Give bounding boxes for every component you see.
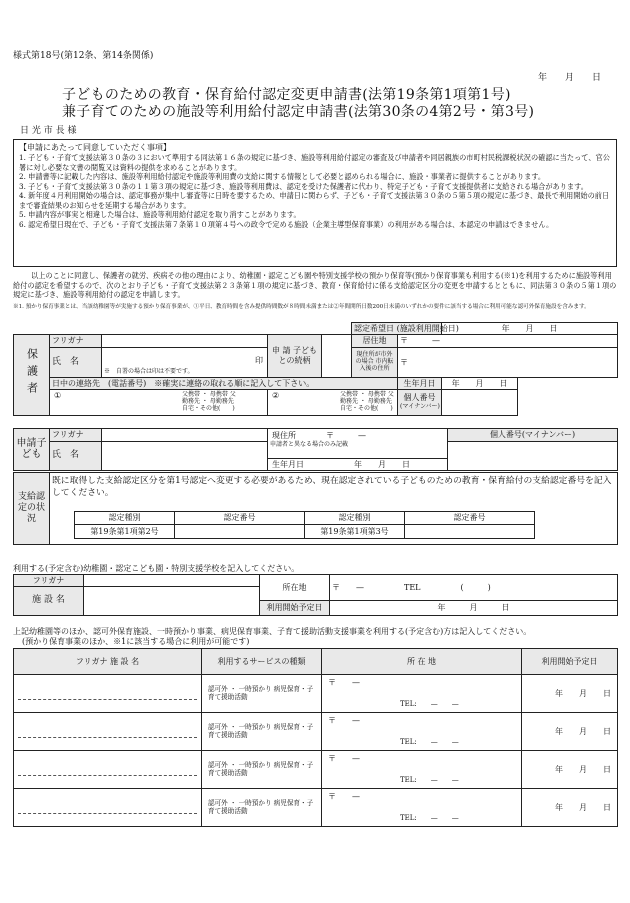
other-header-start: 利用開始予定日: [522, 649, 618, 675]
other-start-field[interactable]: 年 月 日: [522, 751, 618, 789]
child-name-label: 氏 名: [50, 442, 102, 471]
other-facility-field[interactable]: [14, 751, 202, 789]
contact-2-options[interactable]: 父携帯 ・ 母携帯 父勤務先 ・ 母勤務先 自宅・その他( ): [340, 391, 394, 412]
seal-mark: 印: [255, 356, 263, 365]
consent-text: 以上のことに同意し、保護者の就労、疾病その他の理由により、幼稚園・認定こども園や特別支援学校の預かり保育等(預かり保育事業も利用する(※1)を利用するために施設等利用給付の認定を希望するので、次のとおり子ども・子育て支援法第２３条第１項の規定に基づき、教育・保育給付に係る支給認定区分の変更を申請するとともに、同法第３０条の５第１項の規定に基づき、施設等利用給付の認定を申請します。: [13, 271, 617, 299]
child-id-label: 個人番号(マイナンバー): [448, 429, 618, 442]
notice-item: 3. 子ども・子育て支援法第３０条の１１第３項の規定に基づき、施設等利用費は、認定を受けた保護者に代わり、特定子ども・子育て支援提供者に支給される場合があります。: [19, 181, 588, 191]
guardian-furigana-field[interactable]: [102, 335, 268, 348]
outside-city-label: 現住所が市外の場合 市内転入後の住所: [352, 348, 398, 378]
child-name-field[interactable]: [102, 442, 268, 471]
other-header-address: 所 在 地: [322, 649, 522, 675]
other-service-options[interactable]: 認可外 ・ 一時預かり 病児保育・子育て援助活動: [202, 751, 322, 789]
facility-table: [13, 574, 618, 616]
other-address-field[interactable]: 〒 — TEL: — —: [322, 713, 522, 751]
other-header-service: 利用するサービスの種類: [202, 649, 322, 675]
notice-item: 4. 新年度４月利用開始の場合は、認定事務が集中し審査等に日時を要するため、申請日に関わらず、子ども・子育て支援法第３０条の５第５項の規定に基づき、最長で利用開始の前日まで審査結果のお知らせを延期する場合があります。: [19, 191, 610, 210]
notice-item: 6. 認定希望日現在で、子ども・子育て支援法第７条第１０項第４号への政令で定める施設（企業主導型保育事業）の利用がある場合は、本認定の申請はできません。: [19, 219, 554, 229]
guardian-id-label: 個人番号 (マイナンバー): [398, 390, 442, 416]
cert-status-text: 既に取得した支給認定区分を第1号認定へ変更する必要があるため、現在認定されている子どものための教育・保育給付の支給認定番号を記入してください。: [52, 476, 612, 499]
header-date: 年 月 日: [538, 73, 602, 83]
relation-field[interactable]: [322, 335, 352, 378]
contact-1-field[interactable]: ① 父携帯 ・ 母携帯 父勤務先 ・ 母勤務先 自宅・その他( ): [50, 390, 268, 416]
other-facility-field[interactable]: [14, 675, 202, 713]
guardian-id-field[interactable]: [442, 390, 518, 416]
other-service-row: [14, 789, 618, 827]
cert-number-header-2: 認定番号: [405, 512, 535, 525]
footnote: ※1. 預かり保育事業とは、当該幼稚園等が実施する預かり保育事業が、①平日、教育時間を含み提供時間数が８時間未満または②年間開所日数200日未満のいずれかの要件に該当する場合に利用可能な認可外保育施設を含みます。: [13, 304, 590, 310]
facility-name-field[interactable]: [84, 587, 260, 616]
other-facility-field[interactable]: [14, 713, 202, 751]
other-start-field[interactable]: 年 月 日: [522, 675, 618, 713]
contact-2-field[interactable]: ② 父携帯 ・ 母携帯 父勤務先 ・ 母勤務先 自宅・その他( ): [268, 390, 398, 416]
facility-intro: 利用する(予定含む)幼稚園・認定こども園・特別支援学校を記入してください。: [13, 564, 300, 573]
child-birth-cell[interactable]: [268, 459, 448, 471]
seal-note: ※ 自署の場合は印は不要です。: [104, 368, 194, 376]
birth-label: 生年月日: [398, 378, 442, 390]
other-service-row: [14, 713, 618, 751]
facility-address-field[interactable]: 〒 — TEL ( ): [330, 575, 618, 601]
birth-field[interactable]: 年 月 日: [442, 378, 518, 390]
other-intro-2: (預かり保育事業のほか、※1に該当する場合に利用が可能です): [22, 637, 250, 646]
guardian-name-field[interactable]: [102, 348, 268, 378]
child-id-field[interactable]: [448, 442, 618, 471]
contact-label: 日中の連絡先 (電話番号) ※確実に連絡の取れる順に記入して下さい。: [50, 378, 398, 390]
other-service-row: [14, 751, 618, 789]
cert-type-2: 第19条第1項第3号: [305, 525, 405, 539]
desired-date-label: 認定希望日 (施設利用開始日): [352, 323, 442, 335]
other-header-facility: フリガナ 施 設 名: [14, 649, 202, 675]
other-intro: 上記幼稚園等のほか、認可外保育施設、一時預かり事業、病児保育事業、子育て援助活動支援事業を利用する(予定含む)方は記入してください。: [13, 627, 532, 636]
title-line-2: 兼子育てのための施設等利用給付認定申請書(法第30条の4第2号・第3号): [62, 104, 535, 120]
other-facility-field[interactable]: [14, 789, 202, 827]
title-line-1: 子どものための教育・保育給付認定変更申請書(法第19条第1項第1号): [62, 87, 511, 103]
relation-label: 申 請 子ども との続柄: [268, 335, 322, 378]
child-section-label: 申請子ども: [14, 429, 50, 471]
consent-notice-box: [13, 139, 617, 267]
facility-name-label: 施 設 名: [14, 587, 84, 616]
other-services-table: [13, 648, 618, 827]
outside-city-field[interactable]: 〒: [398, 348, 618, 378]
cert-number-field-1[interactable]: [175, 525, 305, 539]
notice-item: 5. 申請内容が事実と相違した場合は、施設等利用給付認定を取り消すことがあります。: [19, 210, 301, 219]
child-address-cell[interactable]: [268, 429, 448, 459]
facility-start-label: 利用開始予定日: [260, 601, 330, 616]
facility-furigana-label: フリガナ: [14, 575, 84, 587]
cert-number-header-1: 認定番号: [175, 512, 305, 525]
cert-type-1: 第19条第1項第2号: [75, 525, 175, 539]
child-address-field[interactable]: 〒 —: [326, 431, 366, 440]
cert-type-header-1: 認定種別: [75, 512, 175, 525]
other-address-field[interactable]: 〒 — TEL: — —: [322, 751, 522, 789]
notice-item: 1. 子ども・子育て支援法第３０条の３において準用する同法第１６条の規定に基づき、施設等利用給付認定の審査及び申請者や同居親族の市町村民税課税状況の確認に当たって、官公署に対し必要な文書の閲覧又は資料の提供を求めることがあります。: [19, 153, 610, 172]
address-field[interactable]: 〒 —: [398, 335, 618, 348]
other-service-options[interactable]: 認可外 ・ 一時預かり 病児保育・子育て援助活動: [202, 713, 322, 751]
other-address-field[interactable]: 〒 — TEL: — —: [322, 789, 522, 827]
child-address-label: 現住所: [272, 431, 296, 440]
child-table: [13, 428, 618, 471]
child-address-note: 申請者と異なる場合のみ記載: [270, 441, 349, 448]
guardian-name-label: 氏 名: [50, 348, 102, 378]
cert-number-table: [74, 511, 535, 539]
notice-items: [19, 153, 611, 229]
address-label: 居住地: [352, 335, 398, 348]
guardian-furigana-label: フリガナ: [50, 335, 102, 348]
child-furigana-field[interactable]: [102, 429, 268, 442]
form-number: 様式第18号(第12条、第14条関係): [13, 51, 154, 61]
other-start-field[interactable]: 年 月 日: [522, 713, 618, 751]
notice-heading: 【申請にあたって同意していただく事項】: [19, 143, 171, 152]
other-address-field[interactable]: 〒 — TEL: — —: [322, 675, 522, 713]
cert-number-field-2[interactable]: [405, 525, 535, 539]
child-birth-field[interactable]: 年 月 日: [354, 460, 410, 469]
addressee: 日 光 市 長 様: [20, 126, 77, 136]
notice-item: 2. 申請書等に記載した内容は、施設等利用給付認定や施設等利用費の支給に関する情報として必要と認められる場合に、施設・事業者に提供することがあります。: [19, 172, 546, 181]
facility-start-field[interactable]: 年 月 日: [330, 601, 618, 616]
other-service-options[interactable]: 認可外 ・ 一時預かり 病児保育・子育て援助活動: [202, 675, 322, 713]
contact-1-options[interactable]: 父携帯 ・ 母携帯 父勤務先 ・ 母勤務先 自宅・その他( ): [182, 391, 236, 412]
desired-date-field[interactable]: 年 月 日: [442, 323, 618, 335]
guardian-table: [13, 322, 618, 416]
facility-address-label: 所在地: [260, 575, 330, 601]
other-service-options[interactable]: 認可外 ・ 一時預かり 病児保育・子育て援助活動: [202, 789, 322, 827]
other-start-field[interactable]: 年 月 日: [522, 789, 618, 827]
guardian-section-label: 保護者: [14, 335, 50, 416]
other-service-row: [14, 675, 618, 713]
cert-type-header-2: 認定種別: [305, 512, 405, 525]
child-birth-label: 生年月日: [272, 460, 304, 469]
child-furigana-label: フリガナ: [50, 429, 102, 442]
facility-furigana-field[interactable]: [84, 575, 260, 587]
cert-status-label: 支給認定の状況: [14, 473, 50, 545]
